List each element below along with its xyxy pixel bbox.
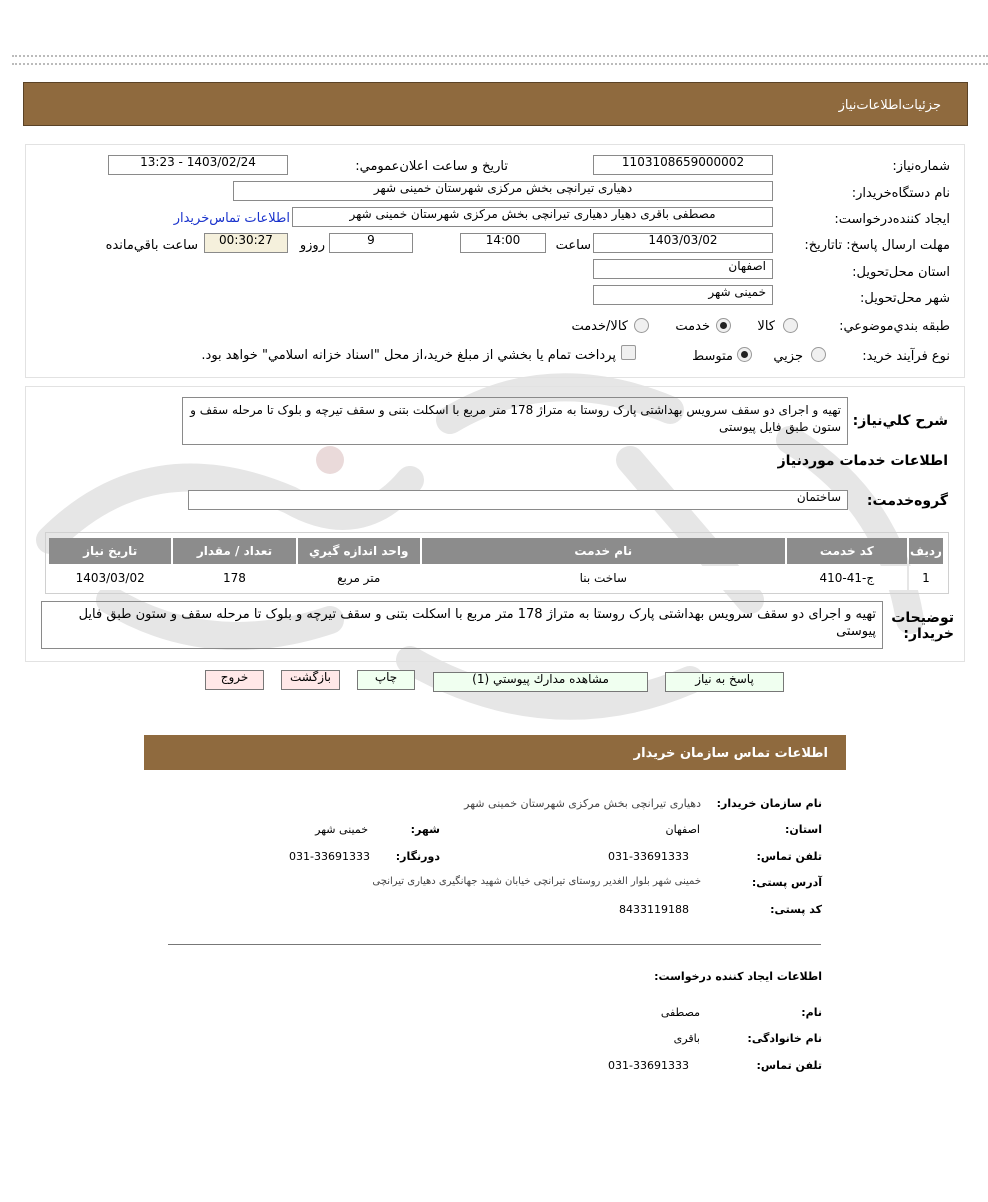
contact-postal-value: 8433119188 (619, 903, 689, 916)
buyer-notes-label: توضيحات خريدار: (891, 610, 954, 642)
creator-name-value: مصطفی (660, 1006, 700, 1019)
creator-phone-value: 031-33691333 (608, 1059, 689, 1072)
days-label: روزو (299, 238, 325, 253)
col-need-date: تاريخ نياز (49, 538, 171, 564)
description-label: شرح كلي‌نياز: (852, 413, 948, 429)
category-goods-label: كالا (757, 319, 775, 334)
buyer-org-field: دهیاری تیرانچی بخش مرکزی شهرستان خمینی شهر (233, 181, 773, 201)
category-radio-goods[interactable] (783, 318, 798, 333)
cell-row-number: 1 (909, 566, 943, 590)
contact-address-value: خمینی شهر بلوار الغدیر روستای تیرانچی خیابان شهید جهانگیری دهیاری تیرانچی (372, 876, 701, 887)
contact-fax-label: دورنگار: (395, 850, 440, 863)
back-button[interactable]: بازگشت (281, 670, 340, 690)
cell-unit: متر مربع (298, 566, 420, 590)
print-button[interactable]: چاپ (357, 670, 415, 690)
page-header (23, 82, 968, 126)
services-info-heading: اطلاعات خدمات مورد‌نياز (777, 453, 948, 469)
remaining-time-field: 00:30:27 (204, 233, 288, 253)
creator-family-value: باقری (673, 1032, 700, 1045)
category-service-label: خدمت (675, 319, 710, 334)
contact-city-value: خمینی شهر (315, 823, 368, 836)
purchase-medium-label: متوسط (692, 349, 733, 364)
need-number-field: 1103108659000002 (593, 155, 773, 175)
payment-note: پرداخت تمام يا بخشي از مبلغ خريد،از محل "اسناد خزانه اسلامي" خواهد بود. (201, 348, 616, 363)
purchase-minor-label: جزيي (773, 349, 803, 364)
table-row (49, 566, 943, 590)
col-service-name: نام خدمت (422, 538, 785, 564)
province-label: استان محل‌تحويل: (852, 265, 950, 280)
category-label: طبقه بندي‌موضوعي: (839, 319, 950, 334)
requester-field: مصطفی باقری دهیار دهیاری تیرانچی بخش مرکزی شهرستان خمینی شهر (292, 207, 773, 227)
contact-divider (168, 944, 821, 945)
contact-phone-value: 031-33691333 (608, 850, 689, 863)
contact-address-label: آدرس پستی: (751, 876, 822, 889)
announce-datetime-field: 1403/02/24 - 13:23 (108, 155, 288, 175)
need-number-label: شماره‌نياز: (892, 159, 950, 174)
treasury-payment-checkbox[interactable] (621, 345, 636, 360)
need-info-panel (25, 144, 965, 378)
contact-city-label: شهر: (410, 823, 440, 836)
contact-title: اطلاعات تماس سازمان خریدار (633, 746, 828, 761)
contact-fax-value: 031-33691333 (289, 850, 370, 863)
cell-service-name: ساخت بنا (422, 566, 785, 590)
contact-org-value: دهیاری تیرانچی بخش مرکزی شهرستان خمینی شهر (464, 797, 701, 810)
top-dotted-divider (12, 55, 988, 65)
contact-org-label: نام سازمان خریدار: (716, 797, 822, 810)
contact-postal-label: کد پستی: (770, 903, 822, 916)
cell-quantity: 178 (173, 566, 295, 590)
description-box: تهیه و اجرای دو سقف سرویس بهداشتی پارک روستا به متراژ 178 متر مربع با اسکلت بتنی و سقف تیرچه و بلوک تا مرحله سقف و ستون طبق فایل پیوستی (182, 397, 848, 445)
service-group-field: ساختمان (188, 490, 848, 510)
deadline-label: مهلت ارسال پاسخ: تاتاريخ: (804, 238, 950, 253)
services-table (47, 536, 945, 592)
contact-province-value: اصفهان (665, 823, 700, 836)
cell-need-date: 1403/03/02 (49, 566, 171, 590)
category-radio-service[interactable] (716, 318, 731, 333)
buyer-org-label: نام دستگاه‌خريدار: (851, 186, 950, 201)
category-goods-service-label: كالا/خدمت (571, 319, 628, 334)
col-row-number: رديف (909, 538, 943, 564)
col-service-code: كد خدمت (787, 538, 907, 564)
contact-header (144, 735, 846, 770)
page-title: جزئيات‌اطلاعات‌نياز (838, 98, 941, 113)
buyer-contact-link[interactable]: اطلاعات تماس‌خريدار (173, 211, 290, 226)
creator-phone-label: تلفن تماس: (756, 1059, 822, 1072)
exit-button[interactable]: خروج (205, 670, 264, 690)
deadline-days-field: 9 (329, 233, 413, 253)
remaining-label: ساعت باقي‌مانده (105, 238, 198, 253)
province-field: اصفهان (593, 259, 773, 279)
contact-phone-label: تلفن تماس: (756, 850, 822, 863)
col-quantity: تعداد / مقدار (173, 538, 295, 564)
deadline-hour-label: ساعت (555, 238, 591, 253)
city-field: خمینی شهر (593, 285, 773, 305)
purchase-type-label: نوع فرآيند خريد: (862, 349, 950, 364)
category-radio-goods-service[interactable] (634, 318, 649, 333)
city-label: شهر محل‌تحويل: (860, 291, 950, 306)
creator-family-label: نام خانوادگی: (747, 1032, 822, 1045)
buyer-notes-box: تهیه و اجرای دو سقف سرویس بهداشتی پارک روستا به متراژ 178 متر مربع با اسکلت بتنی و سقف تیرچه و بلوک تا مرحله سقف و ستون طبق فایل پیوستی (41, 601, 883, 649)
view-attachments-button[interactable]: مشاهده مدارك پيوستي (1) (433, 672, 648, 692)
announce-datetime-label: تاريخ و ساعت اعلان‌عمومي: (355, 159, 508, 174)
cell-service-code: ج-41-410 (787, 566, 907, 590)
purchase-radio-medium[interactable] (737, 347, 752, 362)
purchase-radio-minor[interactable] (811, 347, 826, 362)
requester-label: ايجاد كننده‌درخواست: (834, 212, 950, 227)
creator-title: اطلاعات ایجاد کننده درخواست: (654, 970, 822, 983)
deadline-date-field: 1403/03/02 (593, 233, 773, 253)
creator-name-label: نام: (801, 1006, 822, 1019)
deadline-hour-field: 14:00 (460, 233, 546, 253)
service-group-label: گروه‌خدمت: (866, 493, 948, 509)
col-unit: واحد اندازه گيري (298, 538, 420, 564)
reply-button[interactable]: پاسخ به نياز (665, 672, 784, 692)
contact-province-label: استان: (785, 823, 822, 836)
